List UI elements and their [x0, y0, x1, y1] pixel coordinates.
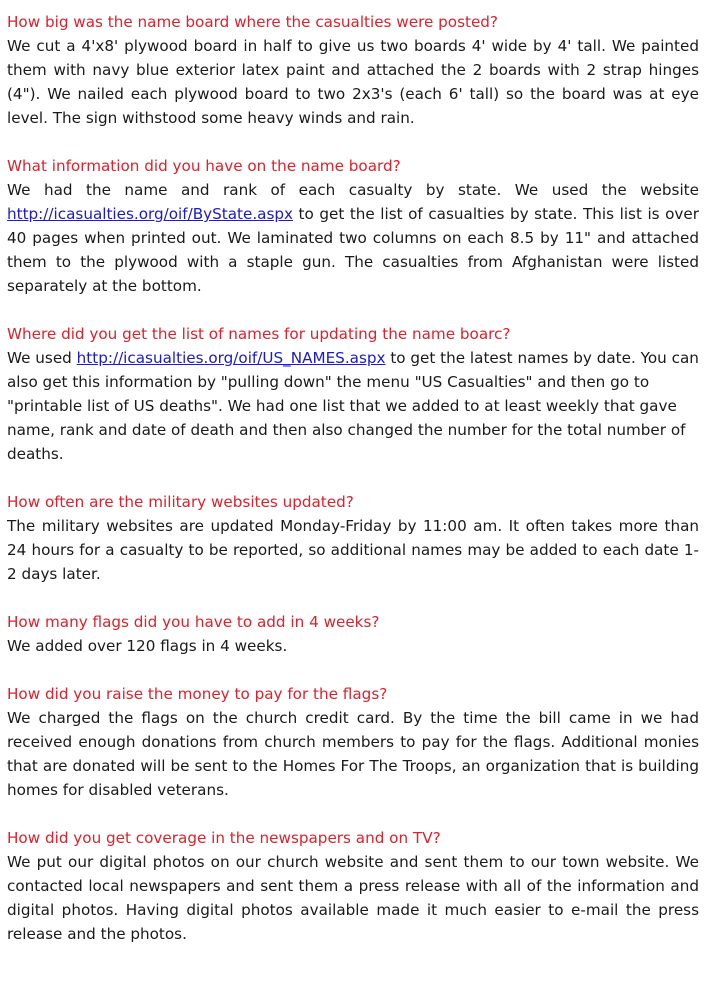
- faq-answer: We charged the flags on the church credit card. By the time the bill came in we had received enough donations from church members to pay for the flags. Additional monies that are donated will be sent to the Homes For The Troops, an organization that is building homes for disabled veterans.: [7, 709, 699, 799]
- faq-answer-text: We used: [7, 349, 77, 367]
- faq-item-media-coverage: [7, 826, 699, 946]
- faq-answer: The military websites are updated Monday-Friday by 11:00 am. It often takes more than 24 hours for a casualty to be reported, so additional names may be added to each date 1-2 days later.: [7, 517, 699, 583]
- faq-document: [7, 10, 699, 970]
- faq-answer-text: We had the name and rank of each casualty by state. We used the website: [7, 181, 699, 199]
- faq-answer: We put our digital photos on our church website and sent them to our town website. We contacted local newspapers and sent them a press release with all of the information and digital photos. Having digital photos available made it much easier to e-mail the press release and the photos.: [7, 853, 699, 943]
- faq-answer: [7, 178, 699, 298]
- faq-answer-text: to get the latest names by date. You can also get this information by "pulling down" the menu "US Casualties" and then go to "printable list of US deaths". We had one list that we added to at least weekly that gave name, rank and date of death and then also changed the number for the total number of deaths.: [7, 349, 699, 463]
- faq-item-funding: [7, 682, 699, 802]
- faq-question: How often are the military websites updated?: [7, 493, 354, 511]
- faq-question: Where did you get the list of names for updating the name boarc?: [7, 325, 511, 343]
- faq-answer: We added over 120 flags in 4 weeks.: [7, 637, 288, 655]
- faq-question: How did you raise the money to pay for the flags?: [7, 685, 388, 703]
- faq-question: How many flags did you have to add in 4 weeks?: [7, 613, 380, 631]
- faq-answer: We cut a 4'x8' plywood board in half to give us two boards 4' wide by 4' tall. We painted them with navy blue exterior latex paint and attached the 2 boards with 2 strap hinges (4"). We nailed each plywood board to two 2x3's (each 6' tall) so the board was at eye level. The sign withstood some heavy winds and rain.: [7, 37, 699, 127]
- faq-question: What information did you have on the name board?: [7, 157, 401, 175]
- faq-item-update-frequency: [7, 490, 699, 586]
- faq-question: How did you get coverage in the newspapers and on TV?: [7, 829, 441, 847]
- faq-item-name-board-size: [7, 10, 699, 130]
- faq-answer: [7, 346, 699, 466]
- faq-item-flag-count: [7, 610, 699, 658]
- bystate-link[interactable]: http://icasualties.org/oif/ByState.aspx: [7, 205, 294, 223]
- faq-answer-text: to get the list of casualties by state. This list is over 40 pages when printed out. We laminated two columns on each 8.5 by 11" and attached them to the plywood with a staple gun. The casualties from Afghanistan were listed separately at the bottom.: [7, 205, 699, 295]
- us-names-link[interactable]: http://icasualties.org/oif/US_NAMES.aspx: [76, 349, 386, 367]
- faq-item-names-list: [7, 322, 699, 466]
- faq-question: How big was the name board where the casualties were posted?: [7, 13, 498, 31]
- faq-item-name-board-info: [7, 154, 699, 298]
